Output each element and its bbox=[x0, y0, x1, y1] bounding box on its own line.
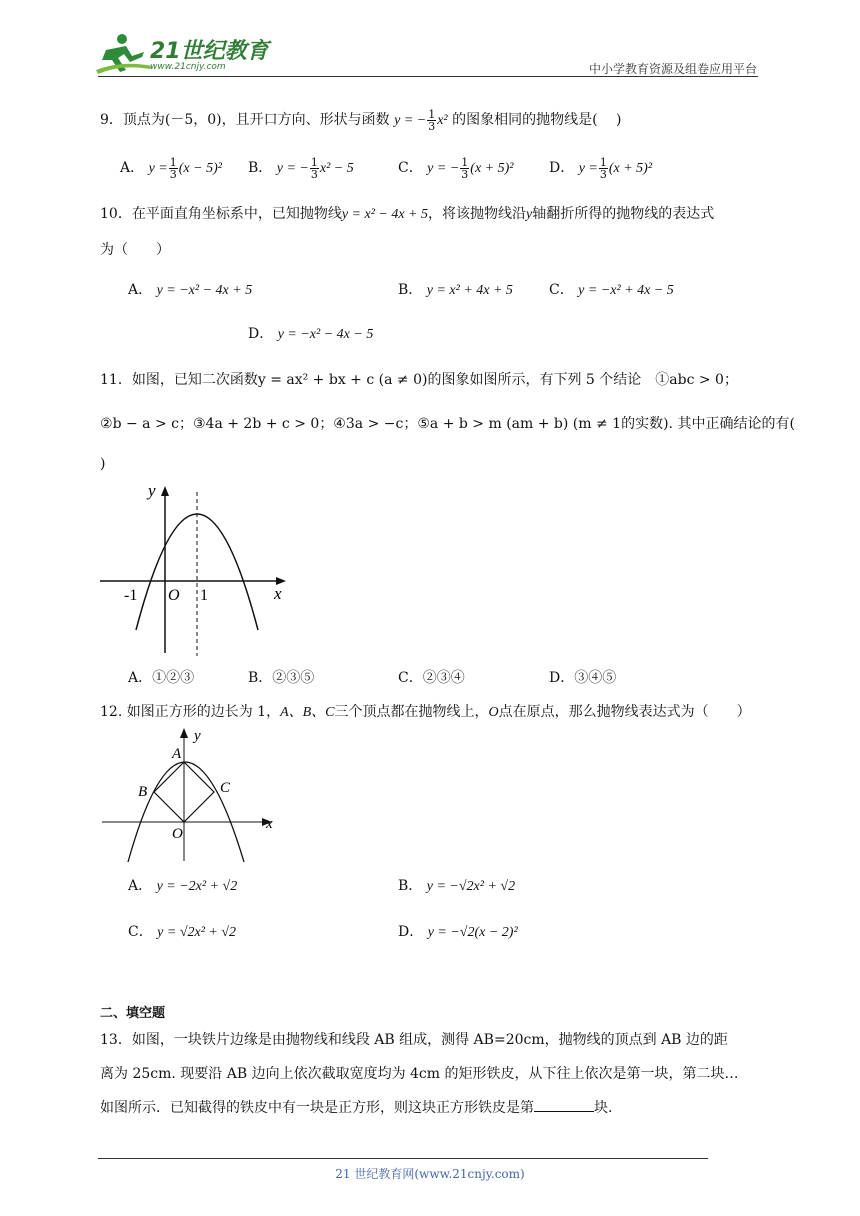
q9-option-d[interactable]: D． y = $\frac{1}{3}$ (x + 5)² bbox=[549, 155, 653, 181]
q10-option-c[interactable]: C． y = −x² + 4x − 5 bbox=[549, 282, 674, 298]
neg-one-label: -1 bbox=[124, 587, 138, 604]
q9-option-c[interactable]: C． y = − $\frac{1}{3}$ (x + 5)² bbox=[398, 155, 514, 181]
y-label: y bbox=[148, 481, 156, 500]
section-title: 二、填空题 bbox=[100, 1006, 166, 1021]
question-13-line3: 如图所示．已知截得的铁皮中有一块是正方形，则这块正方形铁皮是第 块. bbox=[100, 1096, 612, 1120]
point-a-label: A bbox=[172, 746, 182, 762]
answer-blank[interactable] bbox=[534, 1097, 594, 1112]
y-axis-arrow bbox=[180, 728, 188, 738]
q11-fn: y = ax² + bx + c (a ≠ 0) bbox=[257, 372, 428, 388]
q11-option-b[interactable]: B．②③⑤ bbox=[248, 670, 315, 686]
q9-fraction: $\frac{1}{3}$ bbox=[428, 107, 436, 133]
question-11: 11．如图，已知二次函数y = ax² + bx + c (a ≠ 0)的图象如图所示，有下列 5 个结论 ①abc > 0； bbox=[100, 372, 738, 388]
q12-option-d[interactable]: D． y = −√2(x − 2)² bbox=[398, 924, 518, 940]
q10-line2: 为（ ） bbox=[100, 242, 170, 258]
q10-option-a[interactable]: A． y = −x² − 4x + 5 bbox=[128, 282, 253, 298]
q11-option-d[interactable]: D．③④⑤ bbox=[549, 670, 617, 686]
question-9 bbox=[100, 108, 621, 133]
point-c-label: C bbox=[220, 780, 231, 796]
footer-text: 21 世纪教育网(www.21cnjy.com) bbox=[335, 1167, 525, 1181]
q10-option-b[interactable]: B． y = x² + 4x + 5 bbox=[398, 282, 513, 298]
q12-option-c[interactable]: C． y = √2x² + √2 bbox=[128, 924, 237, 940]
footer-divider bbox=[98, 1158, 708, 1159]
q9-option-a[interactable]: A． y = $\frac{1}{3}$ (x − 5)² bbox=[120, 155, 222, 181]
x-label: x bbox=[274, 584, 282, 603]
question-12: 12. 如图正方形的边长为 1，A、B、C三个顶点都在抛物线上，O点在原点，那么抛物线表达式为（ ） bbox=[100, 704, 751, 720]
y-axis-arrow bbox=[161, 486, 169, 496]
logo-text: 21世纪教育 bbox=[150, 39, 269, 64]
q11-conclusions: ②b − a > c；③4a + 2b + c > 0；④3a > −c；⑤a + b > m (am + b) (m ≠ 1的实数). 其中正确结论的有( bbox=[100, 416, 795, 432]
q12-option-a[interactable]: A． y = −2x² + √2 bbox=[128, 878, 238, 894]
logo-url: www.21cnjy.com bbox=[150, 62, 226, 72]
q12-square-parabola-graph bbox=[98, 726, 280, 866]
x-label: x bbox=[266, 816, 273, 832]
q9-fn-y: y = − bbox=[394, 113, 427, 128]
q11-option-a[interactable]: A．①②③ bbox=[128, 670, 195, 686]
q9-fn-x: x² bbox=[437, 113, 448, 128]
question-10: 10．在平面直角坐标系中，已知抛物线y = x² − 4x + 5，将该抛物线沿y轴翻折所得的抛物线的表达式 bbox=[100, 206, 715, 222]
parabola-curve bbox=[128, 762, 244, 862]
q9-text: 9．顶点为(－5，0)，且开口方向、形状与函数 bbox=[100, 112, 390, 128]
point-b-label: B bbox=[138, 784, 148, 800]
q9-text-end: 的图象相同的抛物线是( ) bbox=[452, 112, 622, 128]
y-label: y bbox=[194, 728, 201, 744]
origin-label: O bbox=[168, 587, 180, 604]
q10-fn: y = x² − 4x + 5 bbox=[341, 207, 429, 222]
q11-parabola-graph bbox=[98, 478, 298, 658]
question-13-line1: 13．如图，一块铁片边缘是由抛物线和线段 AB 组成，测得 AB=20cm，抛物线的顶点到 AB 边的距 bbox=[100, 1032, 728, 1048]
q11-option-c[interactable]: C．②③④ bbox=[398, 670, 465, 686]
q9-option-b[interactable]: B． y = − $\frac{1}{3}$ x² − 5 bbox=[248, 155, 354, 181]
one-label: 1 bbox=[200, 587, 208, 604]
q10-option-d[interactable]: D． y = −x² − 4x − 5 bbox=[248, 326, 374, 342]
header-slogan: 中小学教育资源及组卷应用平台 bbox=[588, 62, 757, 76]
q12-option-b[interactable]: B． y = −√2x² + √2 bbox=[398, 878, 516, 894]
origin-label: O bbox=[172, 826, 183, 842]
q11-line3: ) bbox=[100, 456, 106, 472]
header-divider bbox=[98, 76, 758, 77]
question-13-line2: 离为 25cm. 现要沿 AB 边向上依次截取宽度均为 4cm 的矩形铁皮，从下往上依次是第一块，第二块… bbox=[100, 1066, 739, 1082]
